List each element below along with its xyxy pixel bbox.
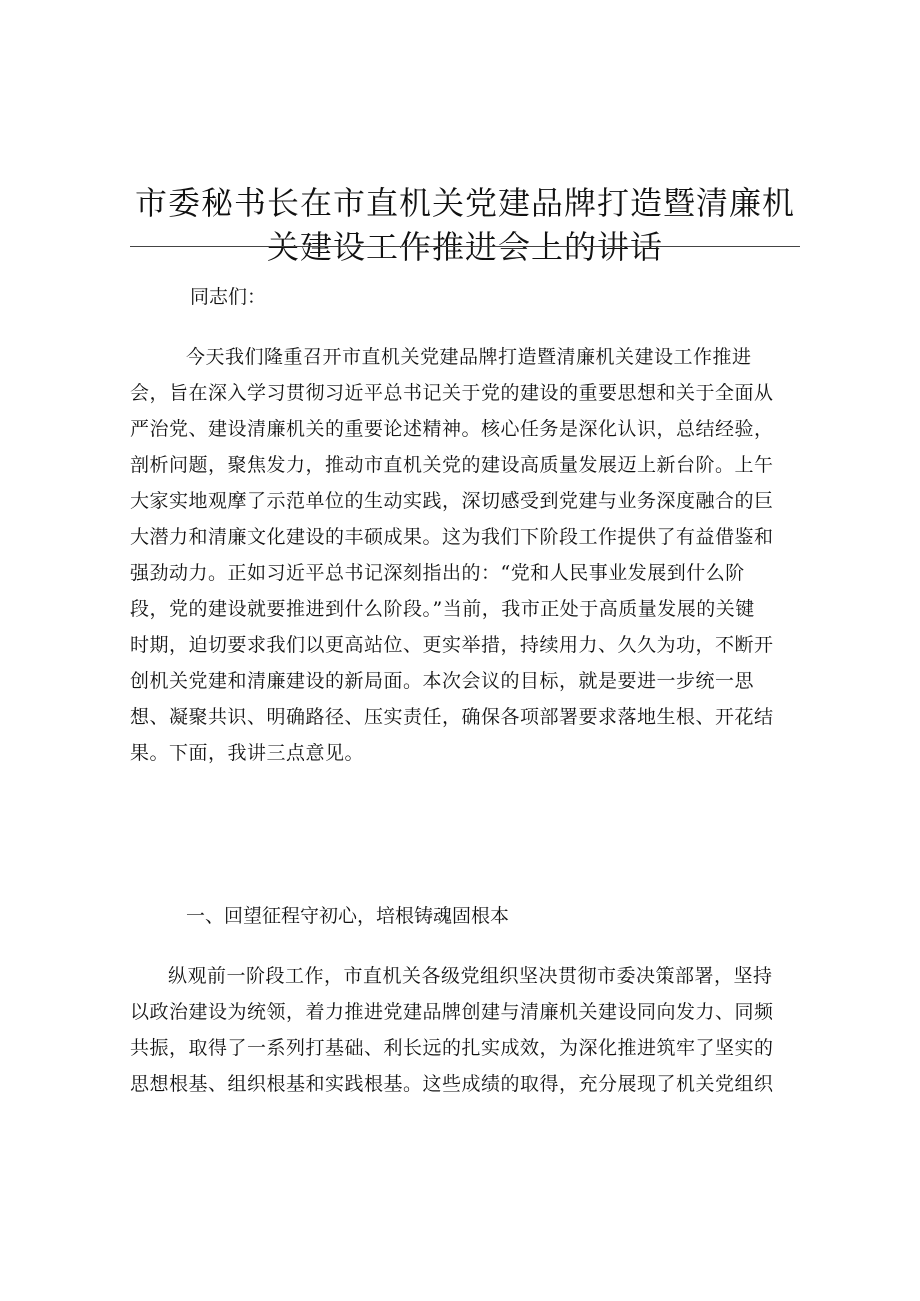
paragraph-1-line: 果。下面，我讲三点意见。	[130, 742, 365, 764]
salutation: 同志们：	[190, 286, 267, 308]
paragraph-1-line: 剖析问题，聚焦发力，推动市直机关党的建设高质量发展迈上新台阶。上午	[130, 454, 774, 476]
paragraph-1-line: 想、凝聚共识、明确路径、压实责任，确保各项部署要求落地生根、开花结	[130, 706, 774, 728]
paragraph-1-line: 创机关党建和清廉建设的新局面。本次会议的目标，就是要进一步统一思	[130, 670, 755, 692]
paragraph-1-line: 强劲动力。正如习近平总书记深刻指出的：“党和人民事业发展到什么阶	[130, 562, 745, 584]
paragraph-2-line: 以政治建设为统领，着力推进党建品牌创建与清廉机关建设同向发力、同频	[130, 1001, 774, 1023]
paragraph-1-line: 大家实地观摩了示范单位的生动实践，深切感受到党建与业务深度融合的巨	[130, 490, 774, 512]
paragraph-1-line: 会，旨在深入学习贯彻习近平总书记关于党的建设的重要思想和关于全面从	[130, 382, 774, 404]
paragraph-2-line: 共振，取得了一系列打基础、利长远的扎实成效，为深化推进筑牢了坚实的	[130, 1037, 774, 1059]
document-title	[130, 181, 800, 269]
title-divider	[130, 246, 800, 247]
paragraph-1-line: 时期，迫切要求我们以更高站位、更实举措，持续用力、久久为功，不断开	[130, 634, 774, 656]
title-line-2: 关建设工作推进会上的讲话	[266, 228, 663, 267]
paragraph-2-line: 思想根基、组织根基和实践根基。这些成绩的取得，充分展现了机关党组织	[130, 1073, 774, 1095]
section-heading-1: 一、回望征程守初心，培根铸魂固根本	[186, 905, 510, 927]
paragraph-1-line: 严治党、建设清廉机关的重要论述精神。核心任务是深化认识，总结经验，	[130, 418, 774, 440]
paragraph-1-line: 今天我们隆重召开市直机关党建品牌打造暨清廉机关建设工作推进	[186, 346, 752, 368]
paragraph-2	[130, 958, 800, 1102]
title-line-1: 市委秘书长在市直机关党建品牌打造暨清廉机	[134, 184, 795, 223]
paragraph-1	[130, 339, 800, 771]
paragraph-1-line: 段，党的建设就要推进到什么阶段。”当前，我市正处于高质量发展的关键	[130, 598, 755, 620]
paragraph-2-line: 纵观前一阶段工作，市直机关各级党组织坚决贯彻市委决策部署，坚持	[168, 965, 773, 987]
paragraph-1-line: 大潜力和清廉文化建设的丰硕成果。这为我们下阶段工作提供了有益借鉴和	[130, 526, 774, 548]
